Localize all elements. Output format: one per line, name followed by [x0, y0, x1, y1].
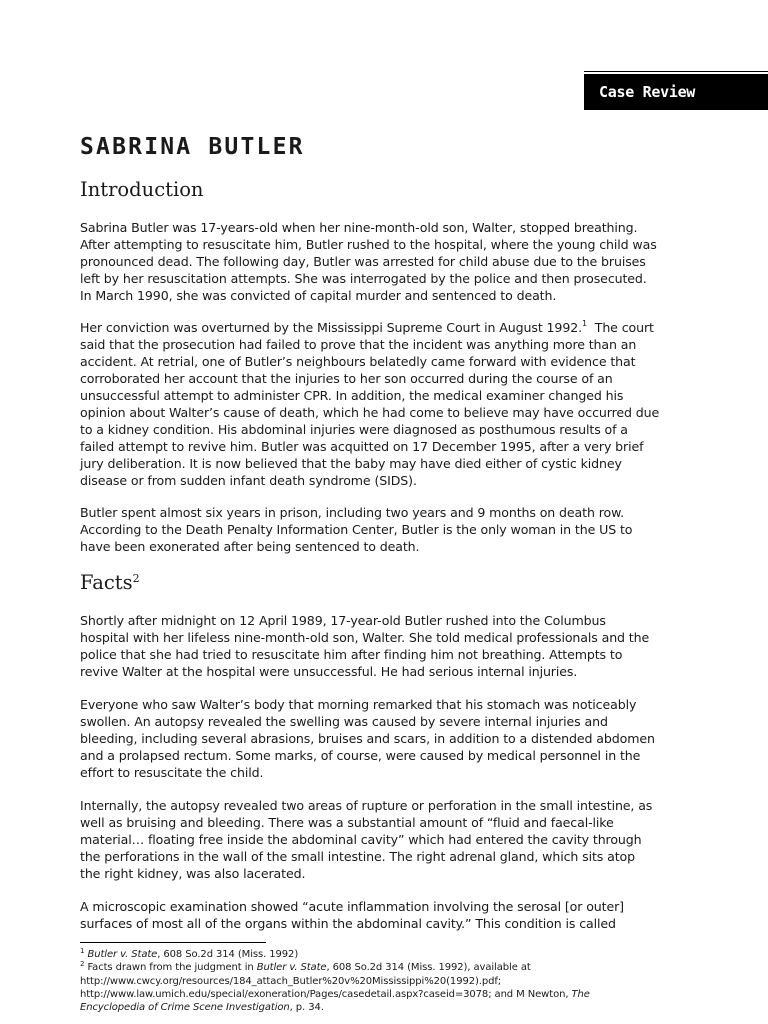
text-line: to a kidney condition. His abdominal injuries were diagnosed as posthumous results of a — [80, 422, 628, 437]
intro-paragraph-2 — [80, 319, 700, 489]
text-line: bleeding, including several abrasions, bruises and scars, in addition to a distended abdomen — [80, 731, 655, 746]
text-line: Butler spent almost six years in prison, including two years and 9 months on death row. — [80, 505, 624, 520]
text-line: unsuccessful attempt to administer CPR. In addition, the medical examiner changed his — [80, 388, 624, 403]
text-line: swollen. An autopsy revealed the swelling was caused by severe internal injuries and — [80, 714, 608, 729]
book-title: The — [571, 988, 590, 1000]
text-line: left by her resuscitation attempts. She was interrogated by the police and then prosecuted. — [80, 271, 647, 286]
footnote-link[interactable]: http://www.law.umich.edu/special/exoneration/Pages/casedetail.aspx?caseid=3078; and M Newton, — [80, 988, 572, 1000]
text-run: The court — [586, 320, 654, 335]
text-line: revive Walter at the hospital were unsuccessful. He had serious internal injuries. — [80, 664, 578, 679]
facts-paragraph-1 — [80, 612, 700, 680]
text-run: Her conviction was overturned by the Mississippi Supreme Court in August 1992. — [80, 320, 582, 335]
footnote-link[interactable]: http://www.cwcy.org/resources/184_attach_Butler%20v%20Mississippi%20(1992).pdf; — [80, 975, 502, 987]
text-line: opinion about Walter’s cause of death, which he had come to believe may have occurred due — [80, 405, 660, 420]
text-line: pronounced dead. The following day, Butler was arrested for child abuse due to the bruises — [80, 254, 646, 269]
document-title: SABRINA BUTLER — [80, 134, 305, 160]
page-ref: , p. 34. — [289, 1002, 324, 1014]
section-badge: Case Review — [584, 74, 768, 110]
header-rule — [584, 71, 768, 72]
case-name: Butler v. State — [87, 949, 158, 960]
text-line: and a prolapsed rectum. Some marks, of course, were caused by medical personnel in the — [80, 748, 641, 763]
text-line: A microscopic examination showed “acute inflammation involving the serosal [or outer] — [80, 899, 624, 914]
text-line: the perforations in the wall of the small intestine. The right adrenal gland, which sits atop — [80, 849, 635, 864]
text-line: said that the prosecution had failed to prove that the incident was anything more than an — [80, 337, 637, 352]
text-line — [80, 319, 700, 336]
citation: , 608 So.2d 314 (Miss. 1992) — [157, 949, 299, 960]
intro-paragraph-1 — [80, 219, 700, 304]
footnote-1 — [80, 948, 720, 961]
facts-heading — [80, 571, 140, 594]
text-line: corroborated her account that the injuries to her son occurred during the course of an — [80, 371, 613, 386]
text-line: effort to resuscitate the child. — [80, 765, 264, 780]
footnote-number: 1 — [80, 947, 85, 955]
facts-paragraph-3 — [80, 797, 700, 882]
citation: , 608 So.2d 314 (Miss. 1992), available at — [326, 962, 531, 974]
footnote-number: 2 — [80, 960, 85, 969]
facts-paragraph-4 — [80, 898, 700, 932]
introduction-heading: Introduction — [80, 178, 204, 201]
intro-paragraph-3 — [80, 504, 700, 555]
text-line: disease or from sudden infant death syndrome (SIDS). — [80, 473, 417, 488]
footnote-separator — [80, 942, 266, 943]
text-line: the right kidney, was also lacerated. — [80, 866, 306, 881]
text-line: accident. At retrial, one of Butler’s neighbours belatedly came forward with evidence that — [80, 354, 636, 369]
footnote-2 — [80, 961, 720, 974]
text-line: In March 1990, she was convicted of capital murder and sentenced to death. — [80, 288, 557, 303]
text-line: According to the Death Penalty Information Center, Butler is the only woman in the US to — [80, 522, 633, 537]
text-line: Everyone who saw Walter’s body that morning remarked that his stomach was noticeably — [80, 697, 637, 712]
text-line: Sabrina Butler was 17-years-old when her nine-month-old son, Walter, stopped breathing. — [80, 220, 638, 235]
footnote-ref-2[interactable]: 2 — [132, 572, 140, 585]
facts-paragraph-2 — [80, 696, 700, 781]
text-line: Shortly after midnight on 12 April 1989, 17-year-old Butler rushed into the Columbus — [80, 613, 606, 628]
text-line — [80, 988, 720, 1001]
text-line: well as bruising and bleeding. There was a substantial amount of “fluid and faecal-like — [80, 815, 614, 830]
footnote-ref-1[interactable]: 1 — [582, 319, 587, 328]
text-run: Facts drawn from the judgment in — [87, 962, 257, 974]
footnotes — [80, 948, 720, 1014]
book-title: Encyclopedia of Crime Scene Investigation — [80, 1002, 290, 1014]
text-line: hospital with her lifeless nine-month-old son, Walter. She told medical professionals and the — [80, 630, 650, 645]
text-line: material… floating free inside the abdominal cavity” which had entered the cavity through — [80, 832, 642, 847]
text-line: failed attempt to revive him. Butler was acquitted on 17 December 1995, after a very brief — [80, 439, 644, 454]
text-line: surfaces of most all of the organs within the abdominal cavity.” This condition is called — [80, 916, 616, 931]
text-line: After attempting to resuscitate him, Butler rushed to the hospital, where the young child was — [80, 237, 657, 252]
text-line: police that she had tried to resuscitate him after finding him not breathing. Attempts to — [80, 647, 623, 662]
case-name: Butler v. State — [256, 962, 327, 974]
text-line: have been exonerated after being sentenced to death. — [80, 539, 420, 554]
facts-heading-text: Facts — [80, 571, 133, 594]
text-line — [80, 1001, 720, 1014]
text-line: Internally, the autopsy revealed two areas of rupture or perforation in the small intestine, as — [80, 798, 653, 813]
text-line: jury deliberation. It is now believed that the baby may have died either of cystic kidney — [80, 456, 622, 471]
